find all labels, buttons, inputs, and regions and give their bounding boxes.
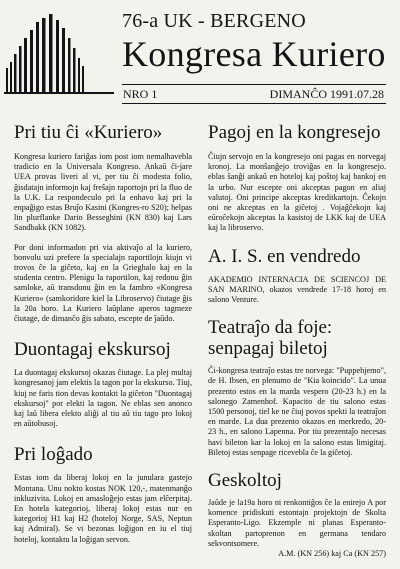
article-paragraph: La duontagaj ekskursoj okazas ĉiutage. La plej multaj kongresanoj jam elektis la tagon por la ekskurso. Tiuj, kiuj ne faris tion devas kontakti la giĉeton "Duontagaj ekskursoj" por elekti la tagon. Ne eblas sen anonco kaj laŭ libera elekto aliĝi al tiu aŭ tiu tago pro lokoj en aŭtobusoj. — [14, 368, 192, 429]
right-column — [208, 114, 386, 559]
article-paragraph: Jaŭde je la19a horo ni renkontiĝos ĉe la enirejo A por komence pridiskuti estontajn projektojn de Skolta Esperanto-Ligo. Ekzemple ni planas Esperanto-skoltan partoprenon en germana tendaro sekvontsomere. — [208, 498, 386, 548]
article-paragraph: Ĉiujn servojn en la kongresejo oni pagas en norvegaj kronoj. La monŝanĝejo troviĝas en la kongresejo. eblas ŝanĝi ankaŭ en hoteloj kaj poŝtoj kaj bankoj en la urbo. Nur escepte oni akceptas pagon en aliaj valutoj. Oni principe akceptas kreditkartojn. Ĉekojn oni ne akceptas en la giĉetoj . Vojaĝĉekojn kaj eŭroĉekojn akceptas la kasistoj de LKK kaj de UEA kaj la libroservo. — [208, 152, 386, 233]
issue-date: DIMANĈO 1991.07.28 — [269, 87, 384, 101]
article-paragraph: Por doni informadon pri via aktivaĵo al la kuriero, bonvolu uzi prefere la specialajn raportilojn kiujn vi trovos ĉe la giĉeto, kaj en la Grieghalo kaj en la studenta centro. Plenigu la raportilon, kaj redonu ĝin samloke, aŭ transdonu ĝin en la fambro «Kongresa Kuriero» (samkoridore kiel la Libroservo) ĉiutage ĝis la 20a horo. La Kuriero laŭplane aperos tagmeze ĉiutage, de dimanĉo ĝis sabato, escepte de ĵaŭdo. — [14, 242, 192, 324]
article-heading-teatrajo: Teatraĵo da foje: senpagaj biletoj — [208, 317, 333, 360]
left-column — [14, 114, 192, 545]
masthead-subtitle: 76-a UK - BERGENO — [122, 10, 306, 32]
article-heading-ais: A. I. S. en vendredo — [208, 245, 361, 267]
masthead-title: Kongresa Kuriero — [122, 34, 386, 74]
article-paragraph: Ĉi-kongresa teatraĵo estas tre norvega: "Puppehjemo", de H. Ibsen, en plenumo de "Kia koincido". La unua prezento estos en la marda vespero (20-23 h.) en la salonego Zamenhof. Kapacito de tiu salono estas 1500 personoj, tiel ke ne ĉiuj povos spekti la teatraĵon en marde. La dua prezento okazos en merkredo, 20-23 h., en salono Lapenna. Por tiu prezentaĵo necesas havi bileton kar la lokoj en la salono estas limigitaj. Biletoj estas senpage ricevebla ĉe la giĉetoj. — [208, 366, 386, 457]
article-heading-kuriero: Pri tiu ĉi «Kuriero» — [14, 122, 163, 143]
article-heading-geskoltoj: Geskoltoj — [208, 470, 282, 492]
article-paragraph: Estas iom da liberaj lokoj en la junulara gastejo Montana. Unu nokto kostas NOK 120,-, matenmanĝo inkluzivita. Lokoj en amasloĝejo estas jam elĉerpitaj. En hotela kategorioj, liberaj lokoj estas nur en kategorioj H1 kaj H2 (hoteloj Norge, SAS, Neptun kaj Admiral). Se vi bezonas loĝigon en iu el tiuj hoteloj, kontaktu la loĝigan servon. — [14, 473, 192, 544]
issue-bar — [122, 84, 386, 104]
article-heading-pagoj: Pagoj en la kongresejo — [208, 122, 381, 143]
article-paragraph: AKADEMIO INTERNACIA DE SCIENCOJ DE SAN MARINO, okazos vendrede 17-18 horoj en salono Venture. — [208, 274, 386, 305]
article-signature: A.M. (KN 256) kaj Ca (KN 257) — [278, 549, 386, 559]
issue-number: NRO 1 — [123, 87, 158, 101]
bergen-skyline-logo — [4, 8, 114, 96]
masthead — [0, 0, 400, 110]
article-heading-logado: Pri loĝado — [14, 444, 93, 466]
article-paragraph: Kongresa kuriero fariĝas iom post iom nemalhavebla tradicio en la Universala Kongreso. Ankaŭ ĉi-jare UEA provas liveri al vi, per tiu ĉi modesta folio, ĝisdatajn informojn kaj freŝajn raportojn pri la fluo de la U.K. La respondeculo pri la enhavo kaj pri la enpaĝigo estas Bruĵo Kasini (Kongres-ro S20); helpas lin plurflanke Dario Besseghini (KN 830) kaj Lars Sandbakk (KN 1082). — [14, 152, 192, 233]
article-heading-ekskursoj: Duontagaj ekskursoj — [14, 339, 171, 361]
